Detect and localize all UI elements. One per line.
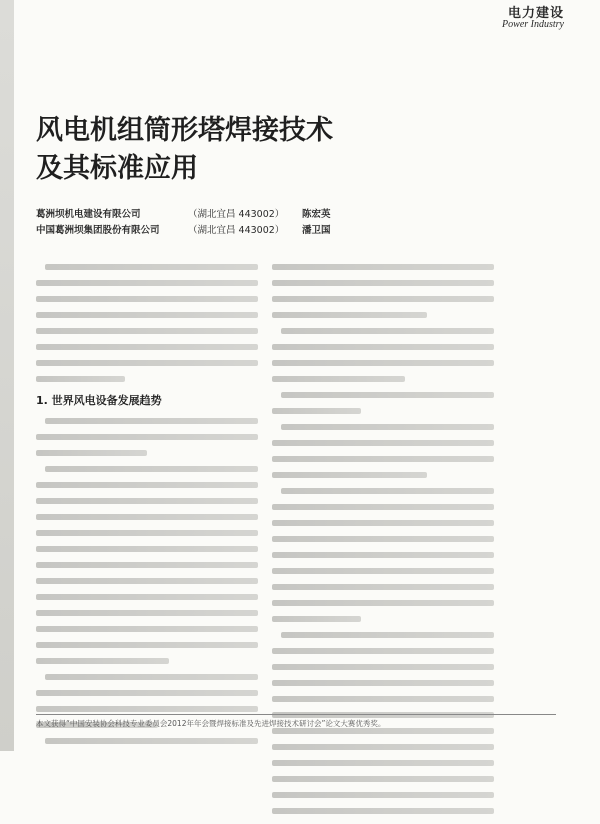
text-line-placeholder xyxy=(272,568,494,574)
text-line-placeholder xyxy=(272,808,494,814)
text-line-placeholder xyxy=(36,610,258,616)
text-line-placeholder xyxy=(36,376,125,382)
text-line-placeholder xyxy=(36,450,147,456)
text-line-placeholder xyxy=(272,616,361,622)
section-heading: 1. 世界风电设备发展趋势 xyxy=(36,394,162,407)
text-line-placeholder xyxy=(36,280,258,286)
text-line-placeholder xyxy=(36,626,258,632)
page-edge-stripe xyxy=(0,0,14,751)
text-line-placeholder xyxy=(281,488,494,494)
text-line-placeholder xyxy=(36,562,258,568)
text-line-placeholder xyxy=(272,648,494,654)
footnote-divider xyxy=(36,714,556,715)
text-line-placeholder xyxy=(272,744,494,750)
affiliation-row xyxy=(36,206,476,220)
text-line-placeholder xyxy=(36,514,258,520)
text-line-placeholder xyxy=(272,664,494,670)
text-line-placeholder xyxy=(272,472,427,478)
text-line-placeholder xyxy=(36,312,258,318)
text-line-placeholder xyxy=(36,482,258,488)
text-line-placeholder xyxy=(272,520,494,526)
author-name: 潘卫国 xyxy=(302,225,331,236)
text-line-placeholder xyxy=(272,680,494,686)
text-line-placeholder xyxy=(272,584,494,590)
text-line-placeholder xyxy=(36,546,258,552)
journal-name-zh: 电力建设 xyxy=(507,5,564,20)
body-column-left xyxy=(36,264,258,754)
text-line-placeholder xyxy=(45,264,258,270)
text-line-placeholder xyxy=(272,456,494,462)
footnote: 本文获得“中国安装协会科技专业委员会2012年年会暨焊接标准及先进焊接技术研讨会”论文大赛优秀奖。 xyxy=(36,719,386,728)
text-line-placeholder xyxy=(272,280,494,286)
affiliation-org: 中国葛洲坝集团股份有限公司 xyxy=(36,225,160,236)
body-column-right xyxy=(272,264,494,824)
text-line-placeholder xyxy=(272,600,494,606)
text-line-placeholder xyxy=(45,738,258,744)
author-name: 陈宏英 xyxy=(302,209,331,220)
text-line-placeholder xyxy=(36,578,258,584)
affiliation-row xyxy=(36,222,476,236)
text-line-placeholder xyxy=(272,376,405,382)
affiliation-org: 葛洲坝机电建设有限公司 xyxy=(36,209,141,220)
text-line-placeholder xyxy=(272,344,494,350)
text-line-placeholder xyxy=(281,392,494,398)
article-title xyxy=(36,112,416,188)
text-line-placeholder xyxy=(272,296,494,302)
text-line-placeholder xyxy=(45,674,258,680)
text-line-placeholder xyxy=(45,418,258,424)
text-line-placeholder xyxy=(36,296,258,302)
text-line-placeholder xyxy=(281,632,494,638)
text-line-placeholder xyxy=(272,440,494,446)
text-line-placeholder xyxy=(272,776,494,782)
text-line-placeholder xyxy=(36,690,258,696)
text-line-placeholder xyxy=(36,658,169,664)
text-line-placeholder xyxy=(272,312,427,318)
text-line-placeholder xyxy=(272,792,494,798)
text-line-placeholder xyxy=(36,642,258,648)
text-line-placeholder xyxy=(281,328,494,334)
text-line-placeholder xyxy=(36,498,258,504)
text-line-placeholder xyxy=(36,706,258,712)
text-line-placeholder xyxy=(281,424,494,430)
text-line-placeholder xyxy=(272,552,494,558)
title-line-2: 及其标准应用 xyxy=(36,153,198,184)
text-line-placeholder xyxy=(272,264,494,270)
text-line-placeholder xyxy=(272,536,494,542)
journal-name-en: Power Industry xyxy=(502,19,564,30)
text-line-placeholder xyxy=(36,344,258,350)
affiliation-location: （湖北宜昌 443002） xyxy=(188,209,285,220)
text-line-placeholder xyxy=(272,360,494,366)
text-line-placeholder xyxy=(36,594,258,600)
text-line-placeholder xyxy=(272,760,494,766)
title-line-1: 风电机组筒形塔焊接技术 xyxy=(36,115,333,146)
text-line-placeholder xyxy=(36,360,258,366)
journal-brand xyxy=(502,2,564,30)
text-line-placeholder xyxy=(36,328,258,334)
text-line-placeholder xyxy=(45,466,258,472)
text-line-placeholder xyxy=(272,408,361,414)
text-line-placeholder xyxy=(36,530,258,536)
text-line-placeholder xyxy=(36,434,258,440)
text-line-placeholder xyxy=(272,696,494,702)
affiliation-location: （湖北宜昌 443002） xyxy=(188,225,285,236)
text-line-placeholder xyxy=(272,504,494,510)
